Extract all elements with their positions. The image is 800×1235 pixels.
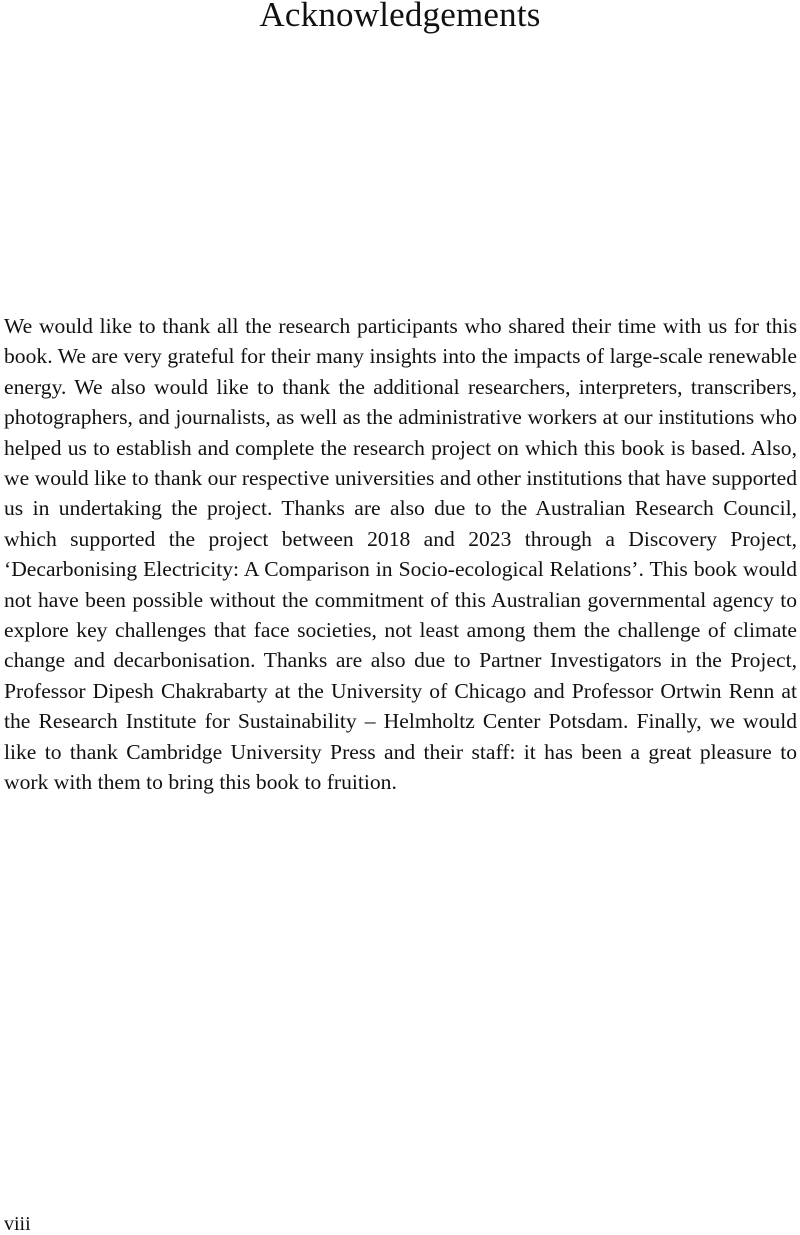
acknowledgements-paragraph: We would like to thank all the research participants who shared their time with us for this book. We are very grateful for their many insights into the impacts of large-scale renewable energy. We also would like to thank the additional researchers, interpreters, transcribers, photographers, and journalists, as well as the administrative workers at our institutions who helped us to establish and complete the research project on which this book is based. Also, we would like to thank our respective universities and other institutions that have supported us in undertaking the project. Thanks are also due to the Australian Research Council, which supported the project between 2018 and 2023 through a Discovery Project, ‘Decarbonising Electricity: A Comparison in Socio-ecological Relations’. This book would not have been possible without the commitment of this Australian governmental agency to explore key challenges that face societies, not least among them the challenge of climate change and decarbonisation. Thanks are also due to Partner Investigators in the Project, Professor Dipesh Chakrabarty at the University of Chicago and Professor Ortwin Renn at the Research Institute for Sustainability – Helmholtz Center Potsdam. Finally, we would like to thank Cambridge University Press and their staff: it has been a great pleasure to work with them to bring this book to fruition.	[4, 314, 797, 795]
page-title: Acknowledgements	[259, 0, 541, 34]
page-number: viii	[4, 1213, 31, 1235]
